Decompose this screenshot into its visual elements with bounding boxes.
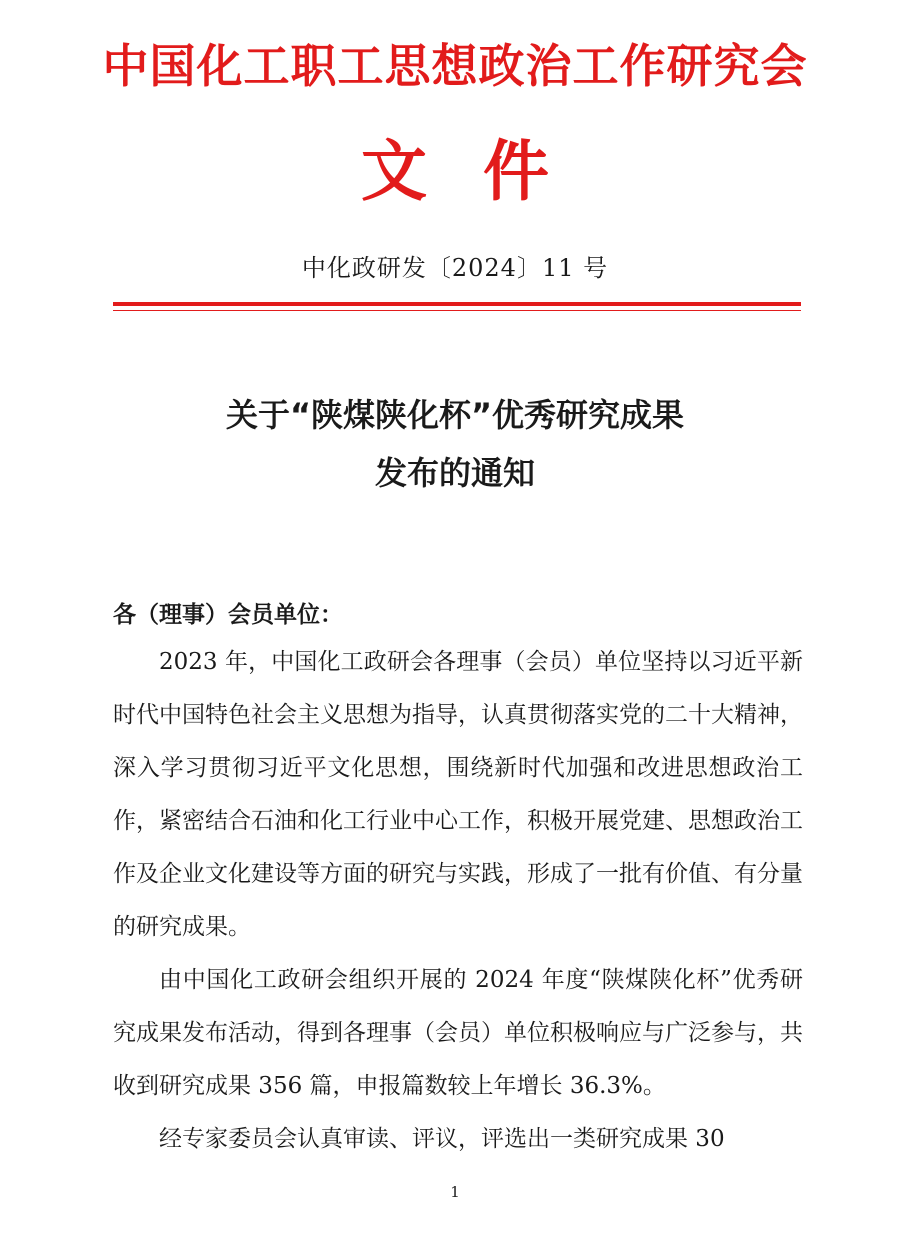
salutation: 各（理事）会员单位： (113, 602, 343, 628)
notice-title (0, 386, 910, 502)
paragraph-2: 由中国化工政研会组织开展的 2024 年度“陕煤陕化杯”优秀研究成果发布活动，得到各理事（会员）单位积极响应与广泛参与，共收到研究成果 356 篇，申报篇数较上年增长 36.3%。 (113, 967, 803, 1099)
organization-name: 中国化工职工思想政治工作研究会 (102, 39, 808, 93)
paragraph-1: 2023 年，中国化工政研会各理事（会员）单位坚持以习近平新时代中国特色社会主义思想为指导，认真贯彻落实党的二十大精神，深入学习贯彻习近平文化思想，围绕新时代加强和改进思想政治工作，紧密结合石油和化工行业中心工作，积极开展党建、思想政治工作及企业文化建设等方面的研究与实践，形成了一批有价值、有分量的研究成果。 (113, 649, 803, 940)
paragraph-3: 经专家委员会认真审读、评议，评选出一类研究成果 30 (159, 1126, 725, 1152)
title-line-2: 发布的通知 (374, 454, 535, 492)
red-divider-thick (113, 302, 801, 306)
body-text (113, 636, 803, 1166)
title-line-1: 关于“陕煤陕化杯”优秀研究成果 (225, 396, 685, 434)
document-number: 中化政研发〔2024〕11 号 (301, 254, 609, 282)
red-divider-thin (113, 310, 801, 311)
page-number: 1 (450, 1183, 460, 1201)
document-type-heading: 文件 (361, 133, 605, 210)
